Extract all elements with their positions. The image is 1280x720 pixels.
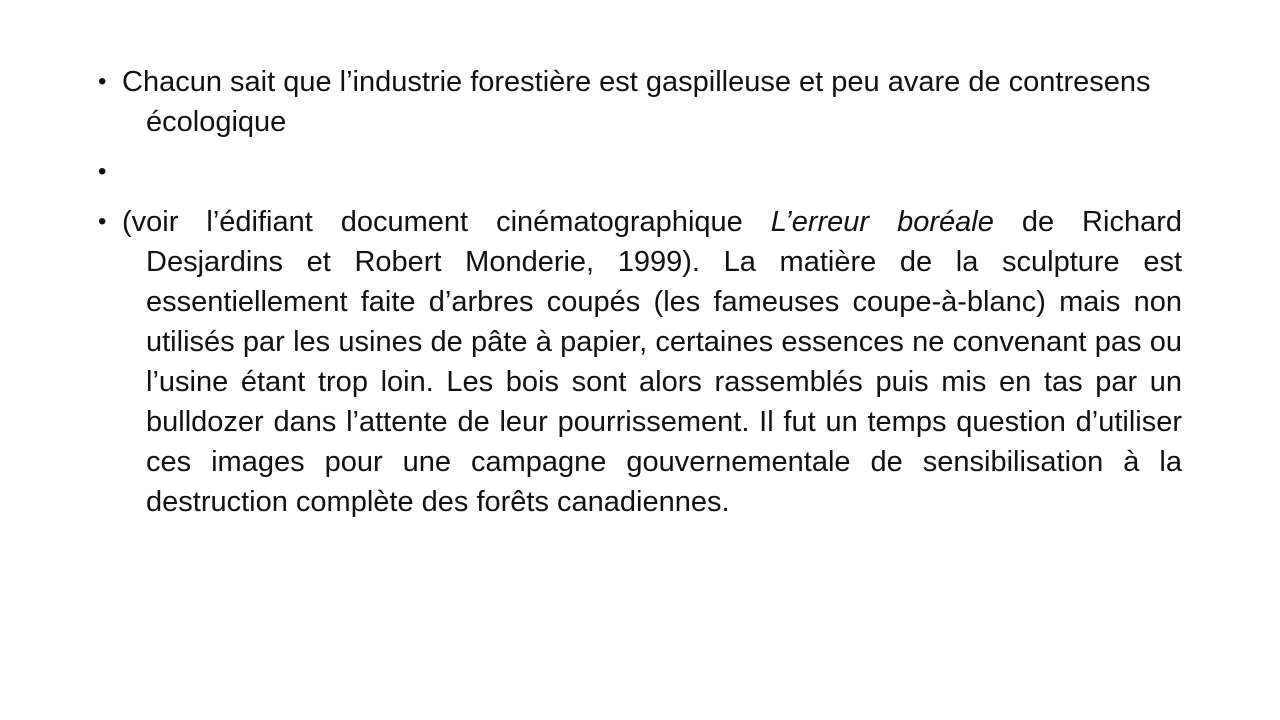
bullet-item-empty xyxy=(98,152,1182,192)
bullet-text: Chacun sait que l’industrie forestière est gaspilleuse et peu avare de contresens écologique xyxy=(122,66,1151,138)
bullet-dot-icon: • xyxy=(98,158,107,185)
paragraph-prefix: (voir l’édifiant document cinématographique xyxy=(122,206,771,238)
bullet-paragraph xyxy=(122,202,1182,522)
bullet-list xyxy=(98,62,1182,532)
paragraph-suffix: de Richard Desjardins et Robert Monderie, 1999). La matière de la sculpture est essentiellement faite d’arbres coupés (les fameuses coupe-à-blanc) mais non utilisés par les usines de pâte à papier, certaines essences ne convenant pas ou l’usine étant trop loin. Les bois sont alors rassemblés puis mis en tas par un bulldozer dans l’attente de leur pourrissement. Il fut un temps question d’utiliser ces images pour une campagne gouvernementale de sensibilisation à la destruction complète des forêts canadiennes. xyxy=(146,206,1182,518)
bullet-dot-icon: • xyxy=(98,68,107,95)
bullet-dot-icon: • xyxy=(98,208,107,235)
bullet-item-industry xyxy=(98,62,1182,142)
bullet-item-film xyxy=(98,202,1182,522)
film-title: L’erreur boréale xyxy=(770,206,994,238)
